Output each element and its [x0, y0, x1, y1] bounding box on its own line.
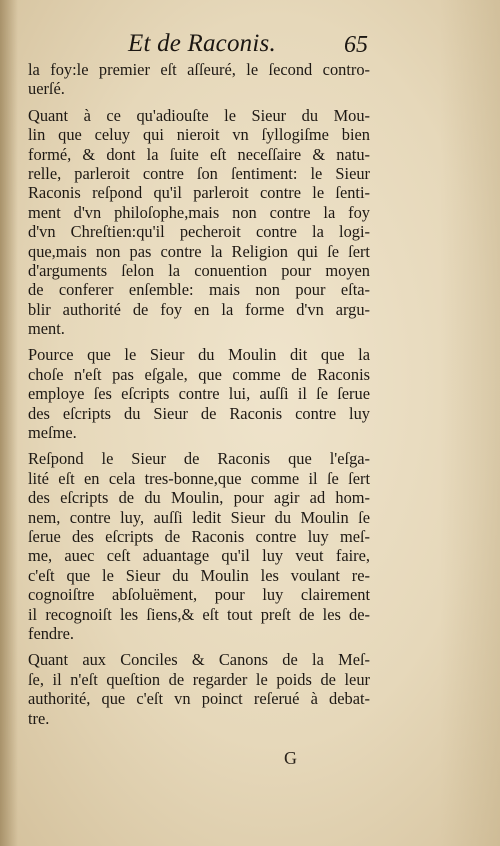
paragraph: [28, 650, 370, 728]
text-line: des eſcripts de du Moulin, pour agir ad hom-: [28, 488, 370, 508]
page-header: [0, 30, 500, 64]
page-edge-shadow: [0, 0, 18, 846]
paragraph: [28, 60, 370, 99]
text-line: lité eſt en cela tres-bonne,que comme il ſe ſert: [28, 468, 370, 488]
text-line: blir authorité de foy en la forme d'vn argu-: [28, 299, 370, 319]
body-text: [28, 60, 370, 728]
text-line: relle, parleroit contre ſon ſentiment: le Sieur: [28, 163, 370, 183]
text-line: fendre.: [28, 623, 74, 643]
paragraph-gap: [28, 643, 370, 650]
text-line: authorité, que c'eſt vn poinct reſerué à debat-: [28, 689, 370, 709]
paragraph-gap: [28, 442, 370, 449]
text-line: Quant à ce qu'adiouſte le Sieur du Mou-: [28, 105, 370, 125]
paragraph: [28, 449, 370, 643]
text-line: ment.: [28, 319, 65, 339]
text-line: ſe, il n'eſt queſtion de regarder le poids de leur: [28, 669, 370, 689]
text-line: des eſcripts du Sieur de Raconis contre luy: [28, 403, 370, 423]
text-line: que,mais non pas contre la Religion qui ſe ſert: [28, 241, 370, 261]
text-line: me, auec ceſt aduantage qu'il luy veut faire,: [28, 546, 370, 566]
text-line: d'vn Chreſtien:qu'il pecheroit contre la logi-: [28, 222, 370, 242]
text-line: Reſpond le Sieur de Raconis que l'eſga-: [28, 449, 370, 469]
running-title: Et de Raconis.: [128, 30, 276, 57]
text-line: meſme.: [28, 423, 77, 443]
text-line: choſe n'eſt pas eſgale, que comme de Raconis: [28, 364, 370, 384]
text-line: Quant aux Conciles & Canons de la Meſ-: [28, 650, 370, 670]
text-line: cognoiſtre abſoluëment, pour luy clairement: [28, 585, 370, 605]
paragraph: [28, 345, 370, 442]
text-line: c'eſt que le Sieur du Moulin les voulant re-: [28, 565, 370, 585]
text-line: employe ſes eſcripts contre lui, auſſi il ſe ſerue: [28, 384, 370, 404]
text-line: il recognoiſt les ſiens,& eſt tout preſt de les de-: [28, 604, 370, 624]
text-line: ſerue des eſcripts de Raconis contre luy meſ-: [28, 526, 370, 546]
text-line: nem, contre luy, auſſi ledit Sieur du Moulin ſe: [28, 507, 370, 527]
text-line: Raconis reſpond qu'il parleroit contre le ſenti-: [28, 183, 370, 203]
text-line: lin que celuy qui nieroit vn ſyllogiſme bien: [28, 125, 370, 145]
page-number: 65: [344, 32, 368, 58]
text-line: Pource que le Sieur du Moulin dit que la: [28, 345, 370, 365]
text-line: ment d'vn philoſophe,mais non contre la foy: [28, 202, 370, 222]
signature-mark: G: [284, 748, 297, 768]
paragraph: [28, 106, 370, 339]
paragraph-gap: [28, 99, 370, 106]
text-line: la foy:le premier eſt aſſeuré, le ſecond contro-: [28, 60, 370, 79]
text-line: formé, & dont la ſuite eſt neceſſaire & natu-: [28, 144, 370, 164]
text-line: d'arguments ſelon la conuention pour moyen: [28, 260, 370, 280]
page-fold-shadow: [440, 0, 500, 846]
text-line: tre.: [28, 708, 50, 728]
text-line: de conferer enſemble: mais non pour eſta-: [28, 280, 370, 300]
text-line: uerſé.: [28, 79, 65, 99]
paragraph-gap: [28, 338, 370, 345]
